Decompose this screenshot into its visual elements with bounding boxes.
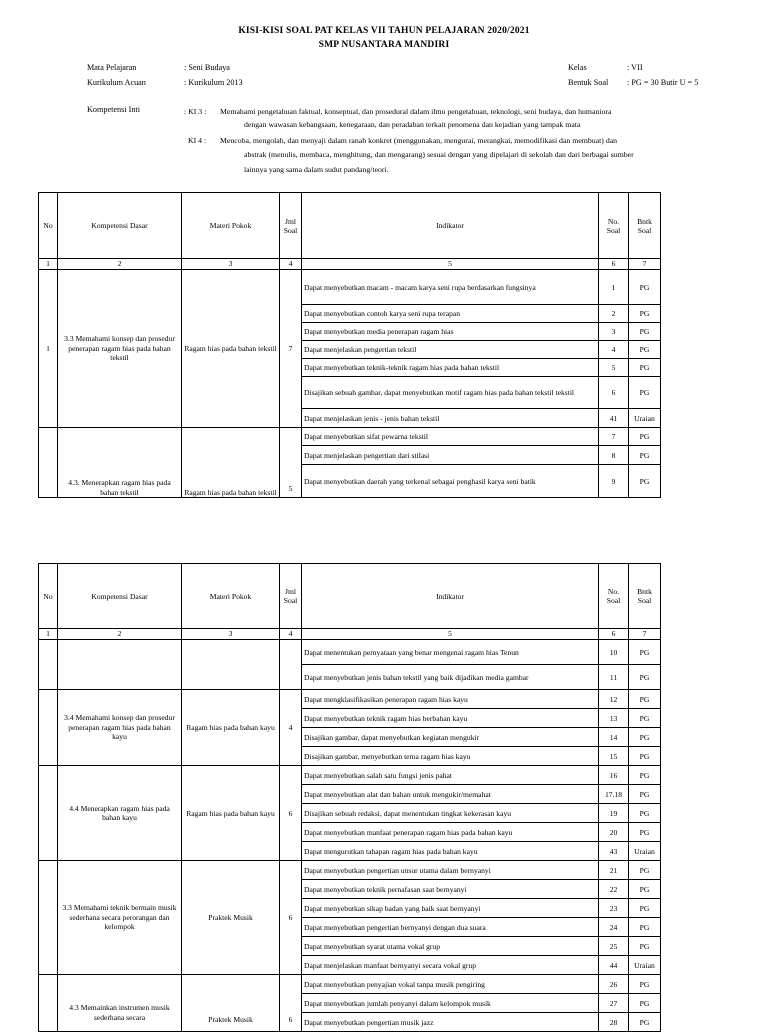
table-row <box>39 766 661 785</box>
indikator: Dapat mengurutkan tahapan ragam hias pada bahan kayu <box>302 842 599 861</box>
nomor-soal: 7 <box>599 428 629 446</box>
header-row <box>39 564 661 629</box>
header-no: No <box>39 193 58 259</box>
indikator: Disajikan gambar, dapat menyebutkan kegiatan mengukir <box>302 728 599 747</box>
nomor-soal: 28 <box>599 1013 629 1032</box>
mapel-label: Mata Pelajaran <box>87 63 137 72</box>
nomor-soal: 43 <box>599 842 629 861</box>
ki-label: Kompetensi Inti <box>87 105 140 114</box>
bentuk-soal: PG <box>629 640 661 665</box>
indikator: Dapat menyebutkan sikap badan yang baik saat bernyanyi <box>302 899 599 918</box>
indikator: Dapat menyebutkan penyajian vokal tanpa musik pengiring <box>302 975 599 994</box>
header-no-soal: No. Soal <box>599 193 629 259</box>
materi-pokok: Ragam hias pada bahan kayu <box>182 690 280 766</box>
nomor-soal: 21 <box>599 861 629 880</box>
bentuk-soal: PG <box>629 270 661 305</box>
bentuk-soal: PG <box>629 305 661 323</box>
bentuk-soal: PG <box>629 747 661 766</box>
indikator: Dapat menyebutkan pengertian unsur utama dalam bernyanyi <box>302 861 599 880</box>
jumlah-soal: 6 <box>280 861 302 975</box>
nomor-soal: 19 <box>599 804 629 823</box>
bentuk-soal: PG <box>629 728 661 747</box>
school-name: SMP NUSANTARA MANDIRI <box>318 40 450 50</box>
bentuk-soal: PG <box>629 804 661 823</box>
bentuk-soal: PG <box>629 446 661 465</box>
indikator: Dapat menyebutkan media penerapan ragam hias <box>302 323 599 341</box>
col-num: 4 <box>280 629 302 640</box>
nomor-soal: 26 <box>599 975 629 994</box>
nomor-soal: 22 <box>599 880 629 899</box>
bentuk-soal: PG <box>629 1013 661 1032</box>
bentuk-soal: PG <box>629 861 661 880</box>
nomor-soal: 24 <box>599 918 629 937</box>
indikator: Dapat menyebutkan teknik-teknik ragam hias pada bahan tekstil <box>302 359 599 377</box>
row-no-empty <box>39 640 58 690</box>
nomor-soal: 13 <box>599 709 629 728</box>
col-num: 3 <box>182 259 280 270</box>
header-jml: Jml Soal <box>280 193 302 259</box>
indikator: Dapat menjelaskan pengertian tekstil <box>302 341 599 359</box>
indikator: Dapat mengklasifikasikan penerapan ragam hias kayu <box>302 690 599 709</box>
row-no-empty <box>39 428 58 498</box>
kompetensi-dasar: 3.3 Memahami konsep dan prosedur penerapan ragam hias pada bahan tekstil <box>58 270 182 428</box>
indikator: Dapat menyebutkan teknik pernafasan saat bernyanyi <box>302 880 599 899</box>
table-row <box>39 428 661 446</box>
nomor-soal: 44 <box>599 956 629 975</box>
nomor-soal: 15 <box>599 747 629 766</box>
ki4-text-2: abstrak (menulis, membaca, menghitung, dan mengarang) sesuai dengan yang dipelajari di sekolah dan dari berbagai sumber <box>244 150 634 159</box>
nomor-soal: 16 <box>599 766 629 785</box>
header-materi: Materi Pokok <box>182 564 280 629</box>
bentuk-soal-value: : PG = 30 Butir U = 5 <box>627 78 699 87</box>
document-title: KISI-KISI SOAL PAT KELAS VII TAHUN PELAJARAN 2020/2021 <box>238 26 530 36</box>
col-num: 3 <box>182 629 280 640</box>
indikator: Dapat menyebutkan contoh karya seni rupa terapan <box>302 305 599 323</box>
indikator: Disajikan gambar, menyebutkan tema ragam hias kayu <box>302 747 599 766</box>
kompetensi-dasar: 3.3 Memahami teknik bermain musik sederhana secara perorangan dan kelompok <box>58 861 182 975</box>
page-break <box>0 511 768 563</box>
kisi-table-page1 <box>38 192 661 498</box>
bentuk-soal: PG <box>629 709 661 728</box>
indikator: Dapat menyebutkan macam - macam karya seni rupa berdasarkan fungsinya <box>302 270 599 305</box>
indikator: Dapat menyebutkan sifat pewarna tekstil <box>302 428 599 446</box>
bentuk-soal: Uraian <box>629 956 661 975</box>
indikator: Dapat menyebutkan daerah yang terkenal sebagai penghasil karya seni batik <box>302 465 599 498</box>
jumlah-soal: 6 <box>280 766 302 861</box>
bentuk-soal: PG <box>629 690 661 709</box>
header-no: No <box>39 564 58 629</box>
bentuk-soal: PG <box>629 918 661 937</box>
kompetensi-dasar: 4.4 Menerapkan ragam hias pada bahan kayu <box>58 766 182 861</box>
col-num: 2 <box>58 629 182 640</box>
indikator: Dapat menyebutkan jumlah penyanyi dalam kelompok musik <box>302 994 599 1013</box>
nomor-soal: 10 <box>599 640 629 665</box>
nomor-soal: 5 <box>599 359 629 377</box>
indikator: Dapat menyebutkan jenis bahan tekstil yang baik dijadikan media gambar <box>302 665 599 690</box>
kurikulum-label: Kurikulum Acuan <box>87 78 146 87</box>
materi-pokok: Praktek Musik <box>182 861 280 975</box>
bentuk-soal-label: Bentuk Soal <box>568 78 609 87</box>
ki3-text-2: dengan wawasan kebangsaan, kenegaraan, dan peradaban terkait penomena dan kejadian yang tampak mata <box>244 120 581 129</box>
bentuk-soal: PG <box>629 465 661 498</box>
bentuk-soal: PG <box>629 937 661 956</box>
indikator: Dapat menyebutkan manfaat penerapan ragam hias pada bahan kayu <box>302 823 599 842</box>
nomor-soal: 6 <box>599 377 629 409</box>
nomor-soal: 3 <box>599 323 629 341</box>
materi-pokok: Ragam hias pada bahan tekstil <box>182 428 280 498</box>
col-num: 4 <box>280 259 302 270</box>
bentuk-soal: PG <box>629 823 661 842</box>
indikator: Dapat menjelaskan jenis - jenis bahan tekstil <box>302 409 599 428</box>
bentuk-soal: PG <box>629 341 661 359</box>
nomor-soal: 27 <box>599 994 629 1013</box>
nomor-soal: 14 <box>599 728 629 747</box>
indikator: Dapat menyebutkan pengertian musik jazz <box>302 1013 599 1032</box>
kelas-value: : VII <box>627 63 643 72</box>
jumlah-soal: 6 <box>280 975 302 1032</box>
jumlah-soal: 5 <box>280 428 302 498</box>
col-num: 7 <box>629 629 661 640</box>
bentuk-soal: PG <box>629 323 661 341</box>
header-row <box>39 193 661 259</box>
ki4-text-3: lainnya yang sama dalam sudut pandang/teori. <box>244 165 389 174</box>
indikator: Dapat menyebutkan alat dan bahan untuk mengukir/memahat <box>302 785 599 804</box>
col-num: 2 <box>58 259 182 270</box>
header-jml: Jml Soal <box>280 564 302 629</box>
column-number-row <box>39 259 661 270</box>
header-materi: Materi Pokok <box>182 193 280 259</box>
row-no-empty <box>39 766 58 861</box>
nomor-soal: 2 <box>599 305 629 323</box>
row-no-empty <box>39 690 58 766</box>
col-num: 1 <box>39 259 58 270</box>
kompetensi-dasar: 4.3. Menerapkan ragam hias pada bahan tekstil <box>58 428 182 498</box>
indikator: Dapat menjelaskan manfaat bernyanyi secara vokal grup <box>302 956 599 975</box>
table-row <box>39 690 661 709</box>
jml-empty <box>280 640 302 690</box>
table-row <box>39 640 661 665</box>
kelas-label: Kelas <box>568 63 587 72</box>
table-row <box>39 861 661 880</box>
kurikulum-value: : Kurikulum 2013 <box>184 78 243 87</box>
table-row <box>39 975 661 994</box>
header-kd: Kompetensi Dasar <box>58 193 182 259</box>
jumlah-soal: 7 <box>280 270 302 428</box>
row-no-empty <box>39 861 58 975</box>
nomor-soal: 12 <box>599 690 629 709</box>
bentuk-soal: PG <box>629 994 661 1013</box>
kompetensi-dasar: 3.4 Memahami konsep dan prosedur penerapan ragam hias pada bahan kayu <box>58 690 182 766</box>
bentuk-soal: PG <box>629 359 661 377</box>
header-no-soal: No. Soal <box>599 564 629 629</box>
header-bentuk: Bntk Soal <box>629 564 661 629</box>
nomor-soal: 9 <box>599 465 629 498</box>
col-num: 1 <box>39 629 58 640</box>
ki3-text-1: Memahami pengetahuan faktual, konseptual, dan prosedural dalam ilmu pengetahuan, teknologi, seni budaya, dan humaniora <box>220 107 612 116</box>
header-kd: Kompetensi Dasar <box>58 564 182 629</box>
indikator: Disajikan sebuah redaksi, dapat menentukan tingkat kekerasan kayu <box>302 804 599 823</box>
column-number-row <box>39 629 661 640</box>
nomor-soal: 41 <box>599 409 629 428</box>
header-bentuk: Bntk Soal <box>629 193 661 259</box>
materi-empty <box>182 640 280 690</box>
materi-pokok: Ragam hias pada bahan kayu <box>182 766 280 861</box>
col-num: 5 <box>302 259 599 270</box>
ki4-code: KI 4 : <box>188 136 207 145</box>
nomor-soal: 17.18 <box>599 785 629 804</box>
nomor-soal: 4 <box>599 341 629 359</box>
bentuk-soal: PG <box>629 428 661 446</box>
bentuk-soal: PG <box>629 785 661 804</box>
indikator: Dapat menyebutkan salah satu fungsi jenis pahat <box>302 766 599 785</box>
kisi-table-page2 <box>38 563 661 1032</box>
col-num: 6 <box>599 629 629 640</box>
nomor-soal: 25 <box>599 937 629 956</box>
row-no-empty <box>39 975 58 1032</box>
table-row <box>39 270 661 305</box>
nomor-soal: 20 <box>599 823 629 842</box>
indikator: Dapat menyebutkan teknik ragam hias berbahan kayu <box>302 709 599 728</box>
bentuk-soal: PG <box>629 899 661 918</box>
col-num: 6 <box>599 259 629 270</box>
materi-pokok: Ragam hias pada bahan tekstil <box>182 270 280 428</box>
nomor-soal: 11 <box>599 665 629 690</box>
bentuk-soal: PG <box>629 975 661 994</box>
nomor-soal: 8 <box>599 446 629 465</box>
bentuk-soal: Uraian <box>629 842 661 861</box>
indikator: Dapat menentukan pernyataan yang benar mengenai ragam hias Tenun <box>302 640 599 665</box>
col-num: 7 <box>629 259 661 270</box>
indikator: Dapat menyebutkan syarat utama vokal grup <box>302 937 599 956</box>
row-no: 1 <box>39 270 58 428</box>
materi-pokok: Praktek Musik <box>182 975 280 1032</box>
ki4-text-1: Mencoba, mengolah, dan menyaji dalam ranah konkret (menggunakan, mengurai, merangkai, memodifikasi dan membuat) dan <box>220 136 618 145</box>
bentuk-soal: Uraian <box>629 409 661 428</box>
indikator: Dapat menjelaskan pengertian dari stilasi <box>302 446 599 465</box>
nomor-soal: 1 <box>599 270 629 305</box>
bentuk-soal: PG <box>629 880 661 899</box>
bentuk-soal: PG <box>629 665 661 690</box>
indikator: Disajikan sebuah gambar, dapat menyebutkan motif ragam hias pada bahan tekstil tekstil <box>302 377 599 409</box>
mapel-value: : Seni Budaya <box>184 63 230 72</box>
bentuk-soal: PG <box>629 766 661 785</box>
jumlah-soal: 4 <box>280 690 302 766</box>
kd-empty <box>58 640 182 690</box>
nomor-soal: 23 <box>599 899 629 918</box>
col-num: 5 <box>302 629 599 640</box>
header-indikator: Indikator <box>302 564 599 629</box>
indikator: Dapat menyebutkan pengertian bernyanyi dengan dua suara <box>302 918 599 937</box>
ki3-code: : KI 3 : <box>184 107 207 116</box>
kompetensi-dasar: 4.3 Memainkan instrumen musik sederhana secara <box>58 975 182 1032</box>
header-indikator: Indikator <box>302 193 599 259</box>
bentuk-soal: PG <box>629 377 661 409</box>
